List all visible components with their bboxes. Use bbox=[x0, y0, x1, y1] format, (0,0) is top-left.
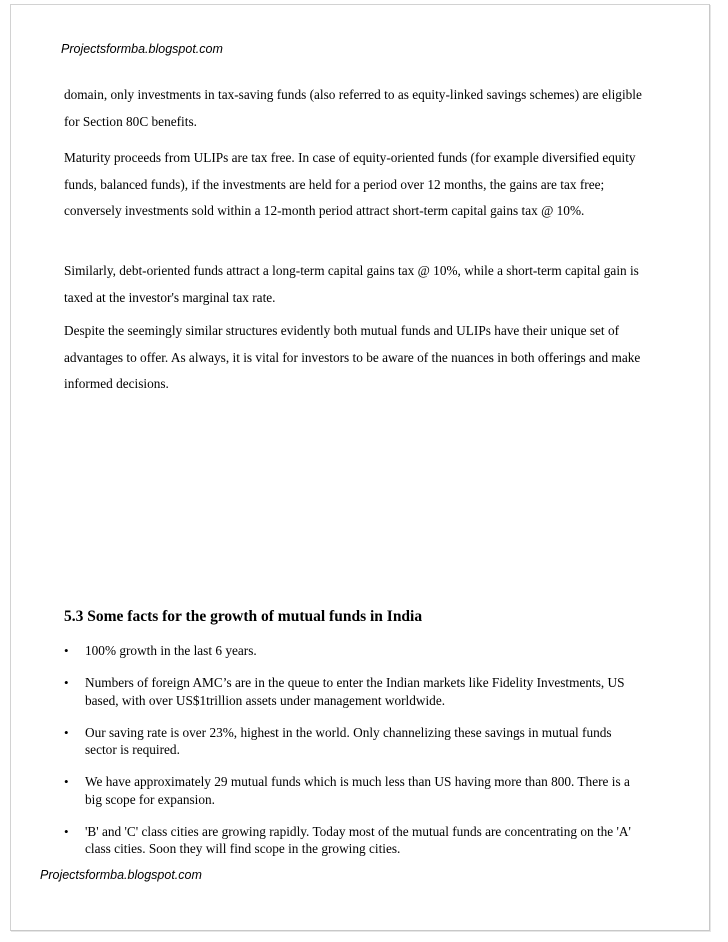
section-heading: 5.3 Some facts for the growth of mutual funds in India bbox=[64, 608, 423, 625]
list-item-text: We have approximately 29 mutual funds which is much less than US having more than 800. There is a big scope for expansion. bbox=[85, 774, 630, 807]
paragraph-tax-saving: domain, only investments in tax-saving funds (also referred to as equity-linked savings schemes) are eligible for Section 80C benefits. bbox=[64, 87, 642, 129]
list-item-text: Numbers of foreign AMC’s are in the queue to enter the Indian markets like Fidelity Investments, US based, with over US$1trillion assets under management worldwide. bbox=[85, 675, 625, 708]
page-footer: Projectsformba.blogspot.com bbox=[40, 868, 202, 882]
list-item bbox=[64, 674, 644, 709]
paragraph-maturity-proceeds: Maturity proceeds from ULIPs are tax free. In case of equity-oriented funds (for example diversified equity funds, balanced funds), if the investments are held for a period over 12 months, the gains are tax free; conversely investments sold within a 12-month period attract short-term capital gains tax @ 10%. bbox=[64, 150, 636, 218]
facts-list bbox=[64, 642, 644, 872]
paragraph-debt-oriented: Similarly, debt-oriented funds attract a long-term capital gains tax @ 10%, while a short-term capital gain is taxed at the investor's marginal tax rate. bbox=[64, 263, 639, 305]
list-item bbox=[64, 724, 644, 759]
list-item-text: 100% growth in the last 6 years. bbox=[85, 643, 257, 658]
list-item bbox=[64, 773, 644, 808]
bullet-icon: • bbox=[64, 675, 69, 690]
paragraph-conclusion: Despite the seemingly similar structures evidently both mutual funds and ULIPs have their unique set of advantages to offer. As always, it is vital for investors to be aware of the nuances in both offerings and make informed decisions. bbox=[64, 323, 641, 391]
bullet-icon: • bbox=[64, 774, 69, 789]
list-item bbox=[64, 642, 644, 660]
bullet-icon: • bbox=[64, 823, 69, 839]
bullet-icon: • bbox=[64, 724, 69, 740]
list-item bbox=[64, 823, 644, 858]
bullet-icon: • bbox=[64, 643, 69, 658]
list-item-text: Our saving rate is over 23%, highest in the world. Only channelizing these savings in mutual funds sector is required. bbox=[85, 724, 612, 757]
page-header: Projectsformba.blogspot.com bbox=[61, 42, 223, 56]
list-item-text: 'B' and 'C' class cities are growing rapidly. Today most of the mutual funds are concentrating on the 'A' class cities. Soon they will find scope in the growing cities. bbox=[85, 823, 631, 856]
